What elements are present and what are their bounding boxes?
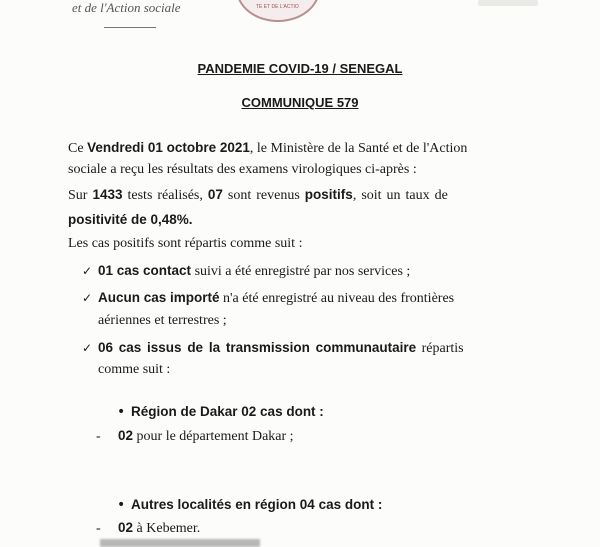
ministry-header-fragment: et de l'Action sociale xyxy=(72,0,181,15)
positive-count: 07 xyxy=(207,187,223,202)
checkmark-icon: ✓ xyxy=(82,341,93,355)
text-segment: Ce xyxy=(68,141,88,156)
text-segment: sont revenus xyxy=(222,188,305,203)
item-bold: Aucun cas importé xyxy=(98,290,220,305)
item-bold: 02 xyxy=(118,520,134,535)
document-title: PANDEMIE COVID-19 / SENEGAL xyxy=(197,61,403,76)
item-text: n'a été enregistré au niveau des frontières xyxy=(219,291,455,306)
text-segment: Sur xyxy=(68,188,93,203)
text-segment: tests réalisés, xyxy=(122,188,208,203)
item-text: à Kebemer. xyxy=(133,521,201,536)
region-other-heading xyxy=(117,497,382,514)
text-segment: , le Ministère de la Santé et de l'Action xyxy=(249,141,468,156)
item-text: pour le département Dakar ; xyxy=(133,429,294,444)
body-line-3 xyxy=(68,187,448,204)
seal-text: TE ET DE L'ACTIO xyxy=(256,4,299,10)
header-divider xyxy=(104,27,156,28)
bullet-icon: • xyxy=(117,497,126,513)
dash-icon: - xyxy=(96,429,101,444)
region-other-item xyxy=(96,520,200,537)
item-text: répartis xyxy=(416,341,464,356)
header-right-fragment xyxy=(478,0,538,6)
checkmark-icon: ✓ xyxy=(82,291,93,305)
text-segment: , soit un taux de xyxy=(352,188,448,203)
region-dakar-heading xyxy=(117,404,324,421)
communique-date: Vendredi 01 octobre 2021 xyxy=(87,140,250,155)
body-line-5: Les cas positifs sont répartis comme suit : xyxy=(68,236,303,251)
list-item-contact xyxy=(82,263,410,280)
list-item-imported-cont: aériennes et terrestres ; xyxy=(98,313,227,328)
item-bold: 06 cas issus de la transmission communautaire xyxy=(98,340,417,355)
tests-count: 1433 xyxy=(92,187,123,202)
bullet-icon: • xyxy=(117,404,126,420)
list-item-community xyxy=(82,340,464,357)
item-text: suivi a été enregistré par nos services ; xyxy=(191,264,411,279)
body-line-2: sociale a reçu les résultats des examens virologiques ci-après : xyxy=(68,162,417,177)
region-title: Autres localités en région 04 cas dont : xyxy=(131,497,383,512)
dash-icon: - xyxy=(96,521,101,536)
positivity-rate: positivité de 0,48%. xyxy=(68,212,193,227)
positifs-label: positifs xyxy=(304,187,353,202)
body-line-1 xyxy=(68,140,467,157)
item-bold: 02 xyxy=(118,428,134,443)
checkmark-icon: ✓ xyxy=(82,264,93,278)
region-title: Région de Dakar 02 cas dont : xyxy=(131,404,324,419)
item-bold: 01 cas contact xyxy=(98,263,192,278)
region-dakar-item xyxy=(96,428,294,445)
communique-number: COMMUNIQUE 579 xyxy=(241,95,359,110)
list-item-community-cont: comme suit : xyxy=(98,362,171,377)
list-item-imported xyxy=(82,290,454,307)
